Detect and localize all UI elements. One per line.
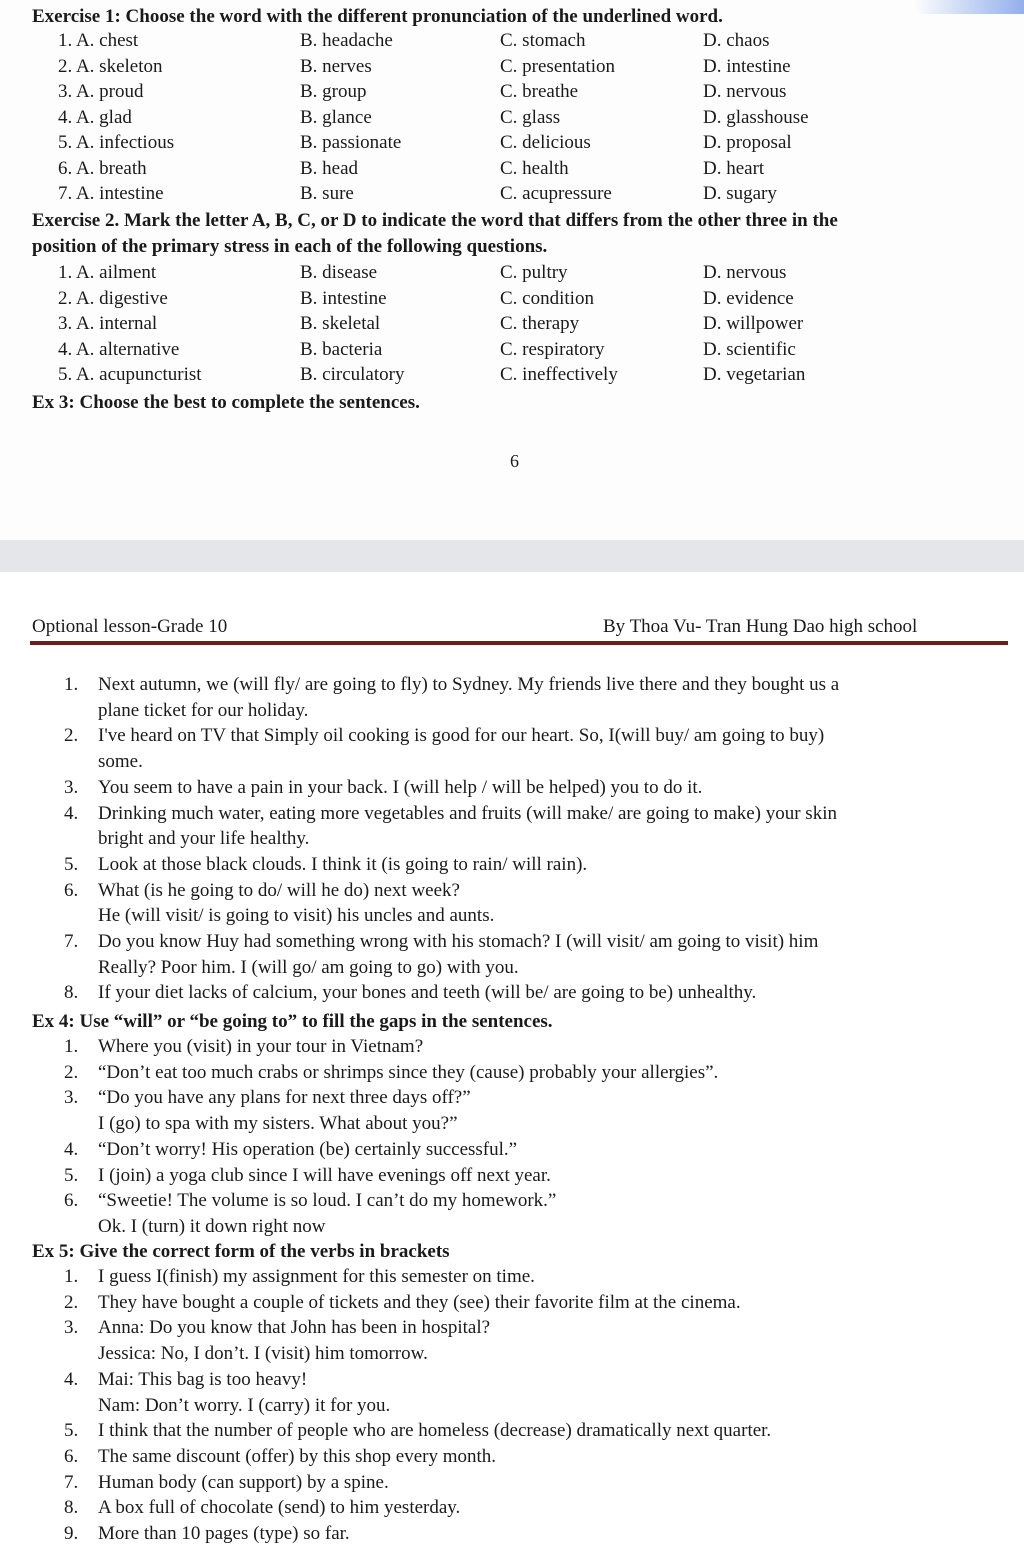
ex3-item-number: 4. (64, 802, 79, 824)
ex1-q4-opt-b: B. glance (300, 106, 372, 128)
ex1-q1-opt-d: D. chaos (703, 30, 770, 51)
ex2-q2-opt-d: D. evidence (703, 287, 794, 309)
ex5-item-text: The same discount (offer) by this shop every month. (98, 1445, 497, 1467)
ex5-item-number: 2. (64, 1291, 79, 1313)
ex1-q5-opt-c: C. delicious (500, 132, 591, 153)
ex4-item-number: 5. (64, 1164, 79, 1186)
ex5-item-number: 7. (64, 1471, 79, 1493)
ex2-q3-opt-d: D. willpower (703, 313, 804, 334)
ex1-q1-opt-c: C. stomach (500, 30, 586, 51)
ex2-q5-opt-c: C. ineffectively (500, 364, 618, 385)
ex4-item-number: 2. (64, 1061, 79, 1083)
ex3-item-number: 5. (64, 853, 79, 875)
ex2-q1-opt-c: C. pultry (500, 262, 568, 283)
ex4-item-text: I (join) a yoga club since I will have evenings off next year. (98, 1164, 551, 1186)
ex3-item-text-cont: some. (98, 751, 143, 773)
header-right: By Thoa Vu- Tran Hung Dao high school (603, 616, 918, 637)
ex2-q2-opt-c: C. condition (500, 287, 594, 309)
ex5-item-number: 9. (64, 1523, 79, 1544)
ex2-q5-opt-d: D. vegetarian (703, 364, 806, 385)
ex1-q6-opt-c: C. health (500, 157, 569, 179)
page-number: 6 (510, 451, 519, 471)
ex1-q2-opt-a: 2. A. skeleton (58, 55, 163, 77)
ex3-item-text: I've heard on TV that Simply oil cooking is good for our heart. So, I(will buy/ am going to buy) (98, 725, 825, 747)
ex1-q4-opt-d: D. glasshouse (703, 106, 809, 128)
ex3-item-text-cont: bright and your life healthy. (98, 828, 310, 850)
ex4-item-text: “Don’t eat too much crabs or shrimps since they (cause) probably your allergies”. (98, 1061, 719, 1083)
ex5-item-number: 5. (64, 1420, 79, 1442)
header-left: Optional lesson-Grade 10 (32, 616, 228, 637)
ex1-q4-opt-c: C. glass (500, 106, 561, 128)
ex2-q1-opt-a: 1. A. ailment (58, 262, 157, 283)
ex1-q6-opt-d: D. heart (703, 157, 765, 179)
ex1-q5-opt-b: B. passionate (300, 132, 402, 153)
ex2-q4-opt-b: B. bacteria (300, 338, 383, 360)
ex1-q1-opt-a: 1. A. chest (58, 30, 139, 51)
ex3-item-text: You seem to have a pain in your back. I (will help / will be helped) you to do it. (98, 776, 703, 798)
ex5-item-number: 6. (64, 1445, 79, 1467)
ex3-item-text-cont: He (will visit/ is going to visit) his uncles and aunts. (98, 905, 495, 927)
ex1-q4-opt-a: 4. A. glad (58, 106, 132, 128)
ex3-item-number: 1. (64, 674, 79, 695)
ex3-item-text: Look at those black clouds. I think it (is going to rain/ will rain). (98, 853, 588, 875)
ex5-item-text: Human body (can support) by a spine. (98, 1471, 389, 1493)
ex3-item-text: If your diet lacks of calcium, your bones and teeth (will be/ are going to be) unhealthy. (98, 982, 757, 1004)
ex1-q7-opt-b: B. sure (300, 183, 354, 204)
ex3-item-number: 6. (64, 879, 79, 901)
ex2-q3-opt-b: B. skeletal (300, 313, 381, 334)
ex1-q2-opt-d: D. intestine (703, 55, 791, 77)
ex5-item-text: More than 10 pages (type) so far. (98, 1523, 350, 1544)
ex4-item-number: 1. (64, 1036, 79, 1057)
ex5-item-text: Anna: Do you know that John has been in hospital? (98, 1317, 491, 1339)
ex1-q5-opt-d: D. proposal (703, 132, 792, 153)
ex5-item-text: Mai: This bag is too heavy! (98, 1368, 308, 1390)
ex2-q5-opt-a: 5. A. acupuncturist (58, 364, 202, 385)
ex4-item-text: “Do you have any plans for next three days off?” (98, 1087, 471, 1109)
ex3-item-text: What (is he going to do/ will he do) next week? (98, 879, 460, 901)
ex2-q4-opt-a: 4. A. alternative (58, 338, 180, 360)
ex5-item-text-cont: Nam: Don’t worry. I (carry) it for you. (98, 1394, 391, 1416)
ex4-item-text-cont: Ok. I (turn) it down right now (98, 1215, 326, 1237)
ex1-q3-opt-c: C. breathe (500, 81, 579, 102)
ex5-item-number: 4. (64, 1368, 79, 1390)
ex4-item-number: 6. (64, 1190, 79, 1212)
ex2-q4-opt-c: C. respiratory (500, 338, 605, 360)
ex2-q3-opt-a: 3. A. internal (58, 313, 158, 334)
ex5-item-text: I guess I(finish) my assignment for this semester on time. (98, 1266, 535, 1287)
ex2-q2-opt-b: B. intestine (300, 287, 387, 309)
ex3-item-number: 8. (64, 982, 79, 1004)
ex4-item-text: Where you (visit) in your tour in Vietnam? (98, 1036, 424, 1057)
ex5-item-number: 1. (64, 1266, 79, 1287)
ex2-q1-opt-d: D. nervous (703, 262, 787, 283)
ex2-q5-opt-b: B. circulatory (300, 364, 405, 385)
ex3-item-text: Do you know Huy had something wrong with his stomach? I (will visit/ am going to visit) him (98, 931, 819, 952)
ex3-item-text: Next autumn, we (will fly/ are going to fly) to Sydney. My friends live there and they bought us a (98, 674, 840, 695)
ex1-q2-opt-c: C. presentation (500, 55, 616, 77)
ex3-item-text: Drinking much water, eating more vegetables and fruits (will make/ are going to make) your skin (98, 802, 837, 824)
ex1-q7-opt-c: C. acupressure (500, 183, 612, 204)
ex1-q6-opt-a: 6. A. breath (58, 157, 147, 179)
scroll-indicator (914, 0, 1024, 14)
ex5-item-text: A box full of chocolate (send) to him yesterday. (98, 1497, 461, 1519)
page-separator (0, 540, 1024, 572)
ex1-q7-opt-a: 7. A. intestine (58, 183, 164, 204)
ex3-item-number: 2. (64, 725, 79, 747)
ex3-title-page1: Ex 3: Choose the best to complete the sentences. (32, 392, 420, 413)
ex4-item-text: “Don’t worry! His operation (be) certainly successful.” (98, 1138, 518, 1160)
ex2-title-line1: Exercise 2. Mark the letter A, B, C, or D to indicate the word that differs from the other three in the (32, 210, 838, 231)
ex2-title-line2: position of the primary stress in each of the following questions. (32, 236, 548, 257)
ex3-item-number: 3. (64, 776, 79, 798)
ex4-item-text-cont: I (go) to spa with my sisters. What about you?” (98, 1113, 458, 1135)
header-rule (30, 641, 1008, 645)
ex4-item-text: “Sweetie! The volume is so loud. I can’t do my homework.” (98, 1190, 557, 1212)
ex3-item-number: 7. (64, 931, 79, 952)
ex1-q2-opt-b: B. nerves (300, 55, 372, 77)
ex1-q7-opt-d: D. sugary (703, 183, 777, 204)
ex5-item-number: 3. (64, 1317, 79, 1339)
ex1-q6-opt-b: B. head (300, 157, 359, 179)
ex1-q5-opt-a: 5. A. infectious (58, 132, 175, 153)
ex3-item-text-cont: plane ticket for our holiday. (98, 699, 309, 721)
ex5-item-number: 8. (64, 1497, 79, 1519)
ex3-item-text-cont: Really? Poor him. I (will go/ am going to go) with you. (98, 956, 519, 978)
ex5-item-text-cont: Jessica: No, I don’t. I (visit) him tomorrow. (98, 1343, 428, 1365)
ex5-item-text: They have bought a couple of tickets and they (see) their favorite film at the cinema. (98, 1291, 741, 1313)
ex1-q3-opt-b: B. group (300, 81, 367, 102)
ex2-q1-opt-b: B. disease (300, 262, 378, 283)
ex1-q1-opt-b: B. headache (300, 30, 393, 51)
ex4-item-number: 3. (64, 1087, 79, 1109)
ex1-q3-opt-a: 3. A. proud (58, 81, 144, 102)
ex1-q3-opt-d: D. nervous (703, 81, 787, 102)
ex5-title: Ex 5: Give the correct form of the verbs in brackets (32, 1241, 450, 1262)
ex1-title: Exercise 1: Choose the word with the different pronunciation of the underlined word. (32, 6, 723, 27)
ex2-q3-opt-c: C. therapy (500, 313, 580, 334)
ex4-title: Ex 4: Use “will” or “be going to” to fill the gaps in the sentences. (32, 1011, 553, 1032)
ex5-item-text: I think that the number of people who are homeless (decrease) dramatically next quarter. (98, 1420, 772, 1442)
ex4-item-number: 4. (64, 1138, 79, 1160)
ex2-q2-opt-a: 2. A. digestive (58, 287, 168, 309)
ex2-q4-opt-d: D. scientific (703, 338, 796, 360)
